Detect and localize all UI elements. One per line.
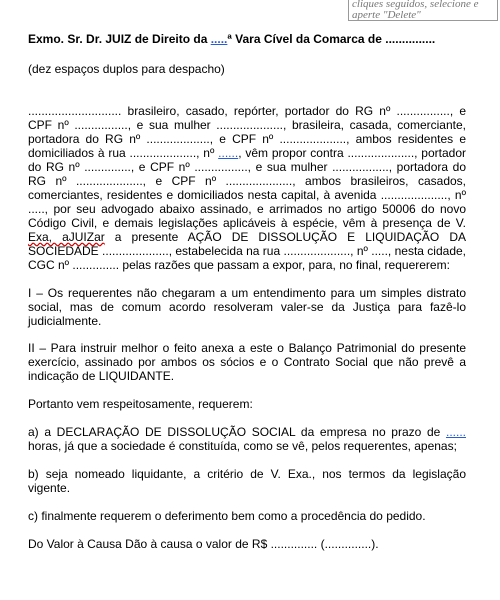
tooltip-line-2: aperte "Delete" xyxy=(352,9,421,21)
vara-number-field[interactable]: ..... xyxy=(210,32,228,46)
hours-field[interactable]: ...... xyxy=(445,425,466,439)
street-number-field[interactable]: ...... xyxy=(218,146,239,160)
tooltip-line-1: cliques seguidos, selecione e xyxy=(352,0,479,10)
item-ii-paragraph: II – Para instruir melhor o feito anexa a este o Balanço Patrimonial do presente exercício, assinado por ambos os sócios e o Contrato Social que não prevê a indicação de LIQUIDANTE. xyxy=(28,341,466,383)
spellcheck-word[interactable]: Exa, aJUIZar xyxy=(28,230,105,244)
item-c-paragraph: c) finalmente requerem o deferimento bem como a procedência do pedido. xyxy=(28,509,426,523)
item-i-paragraph: I – Os requerentes não chegaram a um entendimento para um simples distrato social, mas de comum acordo resolveram valer-se da Justiça para fazê-lo judicialmente. xyxy=(28,286,466,328)
despacho-note: (dez espaços duplos para despacho) xyxy=(28,62,225,76)
document-body xyxy=(28,32,466,551)
hint-tooltip xyxy=(348,0,498,21)
item-a-paragraph: a) a DECLARAÇÃO DE DISSOLUÇÃO SOCIAL da empresa no prazo de ...... horas, já que a sociedade é constituída, como se vê, pelos requerentes, apenas; xyxy=(28,425,466,453)
document-heading: Exmo. Sr. Dr. JUIZ de Direito da .....ª Vara Cível da Comarca de ............... xyxy=(28,32,436,46)
item-b-paragraph: b) seja nomeado liquidante, a critério de V. Exa., nos termos da legislação vigente. xyxy=(28,467,466,495)
intro-paragraph: ............................ brasileiro, casado, repórter, portador do RG nº ................, e CPF nº ................, e sua mulher ...................., brasileira, casada, comerciante, portadora do RG nº ..................., e CPF nº ...................., ambos residentes e domiciliados à rua ...................., nº ......, vêm propor contra ...................., portador do RG nº .............., e CPF nº ................, e sua mulher ................., portadora do RG nº ...................., e CPF nº ...................., ambos brasileiros, casados, comerciantes, residentes e domiciliados nesta capital, à avenida ...................., nº ....., por seu advogado abaixo assinado, e arrimados no artigo 50006 do novo Código Civil, e demais legislações aplicáveis à espécie, vêm à presença de V. Exa, aJUIZar a presente AÇÃO DE DISSOLUÇÃO E LIQUIDAÇÃO DA SOCIEDADE ...................., estabelecida na rua ...................., nº ....., nesta cidade, CGC nº .............. pelas razões que passam a expor, para, no final, requererem: xyxy=(28,104,466,272)
portanto-paragraph: Portanto vem respeitosamente, requerem: xyxy=(28,397,253,411)
valor-paragraph: Do Valor à Causa Dão à causa o valor de R$ .............. (..............). xyxy=(28,537,379,551)
